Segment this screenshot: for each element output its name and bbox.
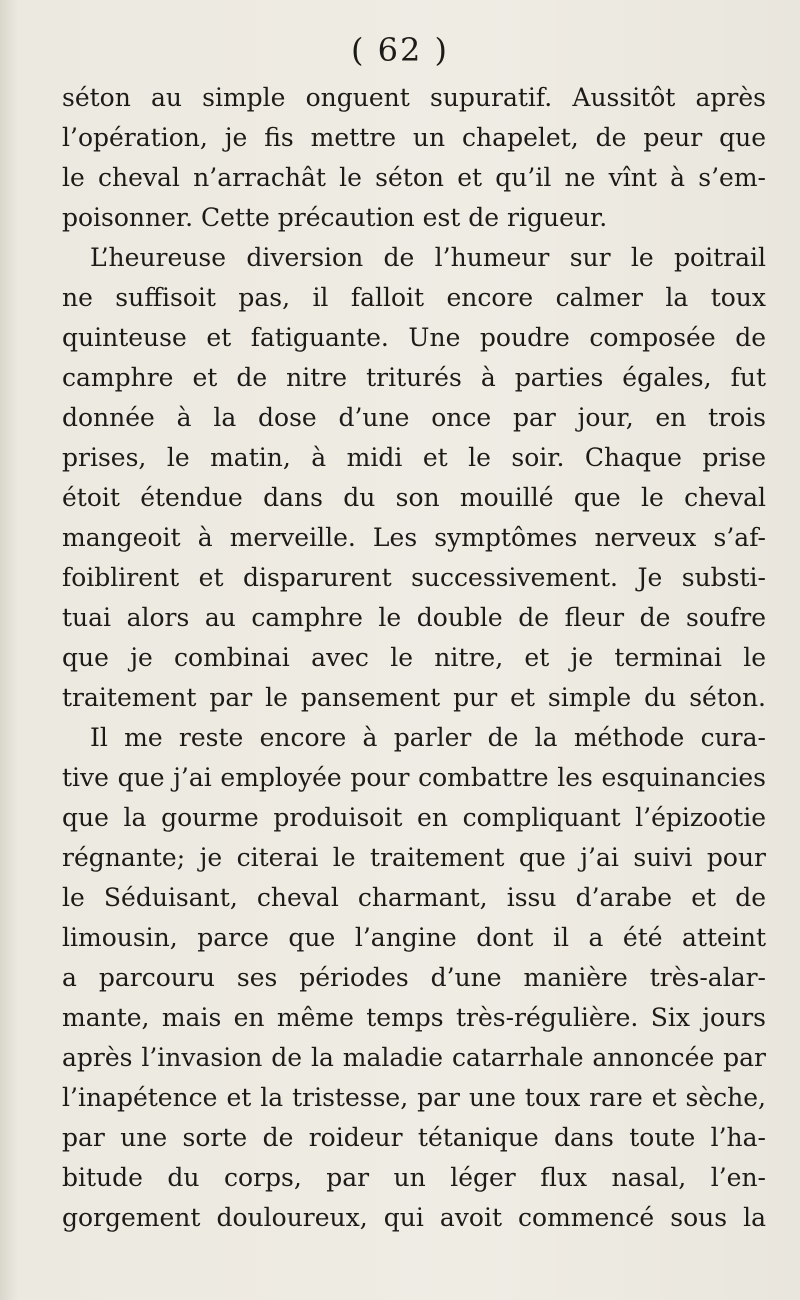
text-line: étoit étendue dans du son mouillé que le cheval bbox=[62, 483, 766, 512]
text-line: par une sorte de roideur tétanique dans toute l’ha- bbox=[62, 1123, 766, 1152]
text-line: poisonner. Cette précaution est de rigueur. bbox=[62, 203, 608, 232]
text-line: l’inapétence et la tristesse, par une toux rare et sèche, bbox=[62, 1083, 766, 1112]
text-line: le cheval n’arrachât le séton et qu’il ne vînt à s’em- bbox=[62, 163, 766, 192]
text-line: que je combinai avec le nitre, et je terminai le bbox=[62, 643, 766, 672]
text-line: régnante; je citerai le traitement que j’ai suivi pour bbox=[62, 843, 766, 872]
text-line: L’heureuse diversion de l’humeur sur le poitrail bbox=[90, 243, 766, 272]
text-line: séton au simple onguent supuratif. Aussitôt après bbox=[62, 83, 766, 112]
text-line: l’opération, je fis mettre un chapelet, de peur que bbox=[62, 123, 766, 152]
text-line: tuai alors au camphre le double de fleur de soufre bbox=[62, 603, 766, 632]
paragraph-1 bbox=[62, 78, 766, 238]
text-line: gorgement douloureux, qui avoit commencé sous la bbox=[62, 1203, 766, 1232]
paragraph-3 bbox=[62, 718, 766, 1238]
text-line: Il me reste encore à parler de la méthode cura- bbox=[90, 723, 766, 752]
text-line: mangeoit à merveille. Les symptômes nerveux s’af- bbox=[62, 523, 766, 552]
text-line: le Séduisant, cheval charmant, issu d’arabe et de bbox=[62, 883, 766, 912]
text-line: camphre et de nitre triturés à parties égales, fut bbox=[62, 363, 766, 392]
body-text bbox=[62, 78, 766, 1238]
page-number: ( 62 ) bbox=[350, 31, 450, 69]
text-line: prises, le matin, à midi et le soir. Chaque prise bbox=[62, 443, 766, 472]
text-line: a parcouru ses périodes d’une manière très-alar- bbox=[62, 963, 766, 992]
text-line: ne suffisoit pas, il falloit encore calmer la toux bbox=[62, 283, 766, 312]
text-line: tive que j’ai employée pour combattre les esquinancies bbox=[62, 763, 766, 792]
text-line: traitement par le pansement pur et simple du séton. bbox=[62, 683, 766, 712]
paragraph-2 bbox=[62, 238, 766, 718]
text-line: bitude du corps, par un léger flux nasal, l’en- bbox=[62, 1163, 766, 1192]
text-line: après l’invasion de la maladie catarrhale annoncée par bbox=[62, 1043, 766, 1072]
text-line: que la gourme produisoit en compliquant l’épizootie bbox=[62, 803, 766, 832]
text-line: foiblirent et disparurent successivement. Je substi- bbox=[62, 563, 766, 592]
text-line: donnée à la dose d’une once par jour, en trois bbox=[62, 403, 766, 432]
text-line: quinteuse et fatiguante. Une poudre composée de bbox=[62, 323, 766, 352]
text-line: limousin, parce que l’angine dont il a été atteint bbox=[62, 923, 766, 952]
text-line: mante, mais en même temps très-régulière. Six jours bbox=[62, 1003, 766, 1032]
